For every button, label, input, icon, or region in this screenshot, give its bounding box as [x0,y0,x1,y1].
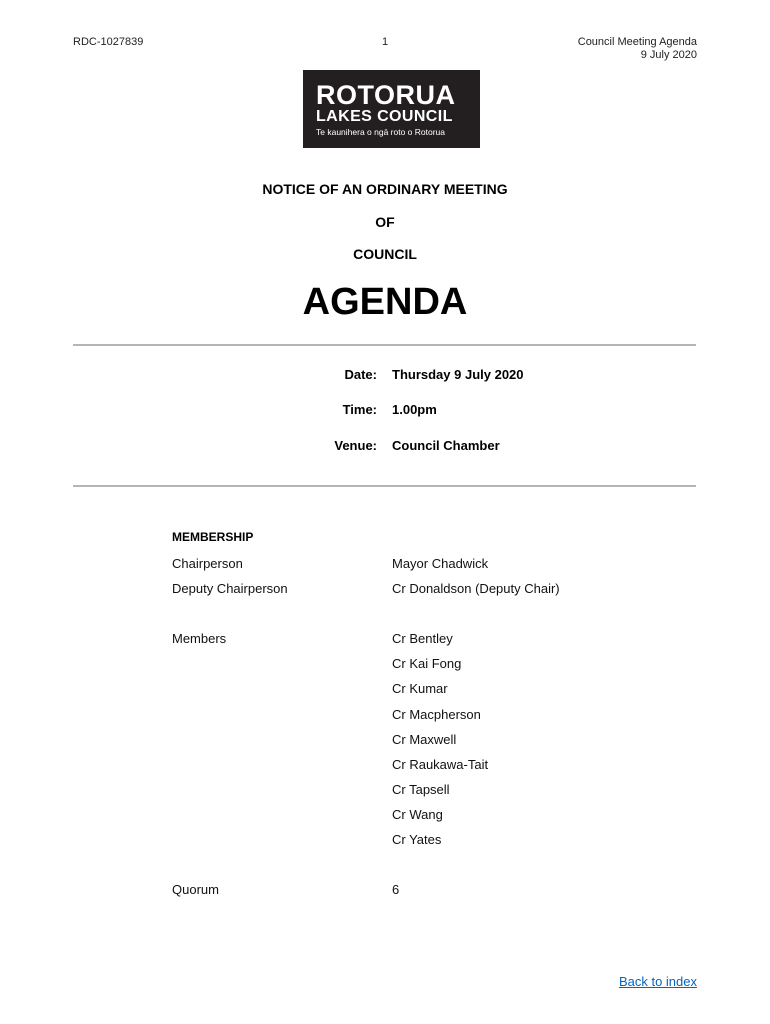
notice-title: NOTICE OF AN ORDINARY MEETING [262,181,508,197]
membership-title: MEMBERSHIP [172,530,254,544]
document-title: Council Meeting Agenda [577,36,697,48]
divider-bottom [73,485,696,487]
meeting-time-value: 1.00pm [392,402,437,417]
meeting-date-row [0,366,770,384]
document-date: 9 July 2020 [640,49,697,61]
meeting-venue-row [0,437,770,455]
document-title-block [578,36,697,62]
notice-of: OF [375,214,395,230]
logo-wordmark-lakes-council: LAKES COUNCIL [316,108,453,125]
chairperson-value: Mayor Chadwick [392,556,489,571]
page-number: 1 [381,36,389,48]
member-item: Cr Kumar [392,681,448,696]
member-item: Cr Kai Fong [392,656,462,671]
meeting-time-row [0,401,770,419]
member-item: Cr Wang [392,807,443,822]
meeting-time-label: Time: [342,402,377,417]
deputy-chairperson-label: Deputy Chairperson [172,581,288,596]
member-item: Cr Raukawa-Tait [392,757,489,772]
chairperson-label: Chairperson [172,556,243,571]
member-item: Cr Yates [392,832,442,847]
meeting-venue-label: Venue: [334,438,377,453]
meeting-date-value: Thursday 9 July 2020 [392,367,524,382]
member-item: Cr Tapsell [392,782,450,797]
notice-council: COUNCIL [353,246,417,262]
logo-tagline: Te kaunihera o ngā roto o Rotorua [316,127,446,137]
logo-wordmark-rotorua: ROTORUA [316,80,456,110]
back-to-index-link[interactable]: Back to index [618,974,697,989]
divider-top [73,344,696,346]
meeting-venue-value: Council Chamber [392,438,500,453]
agenda-heading: AGENDA [302,281,468,323]
members-label: Members [172,631,227,646]
quorum-value: 6 [392,882,400,897]
member-item: Cr Macpherson [392,707,481,722]
member-item: Cr Maxwell [392,732,457,747]
council-logo [303,70,480,148]
quorum-label: Quorum [172,882,219,897]
meeting-date-label: Date: [344,367,377,382]
member-item: Cr Bentley [392,631,453,646]
document-id: RDC-1027839 [73,36,144,48]
deputy-chairperson-value: Cr Donaldson (Deputy Chair) [392,581,560,596]
